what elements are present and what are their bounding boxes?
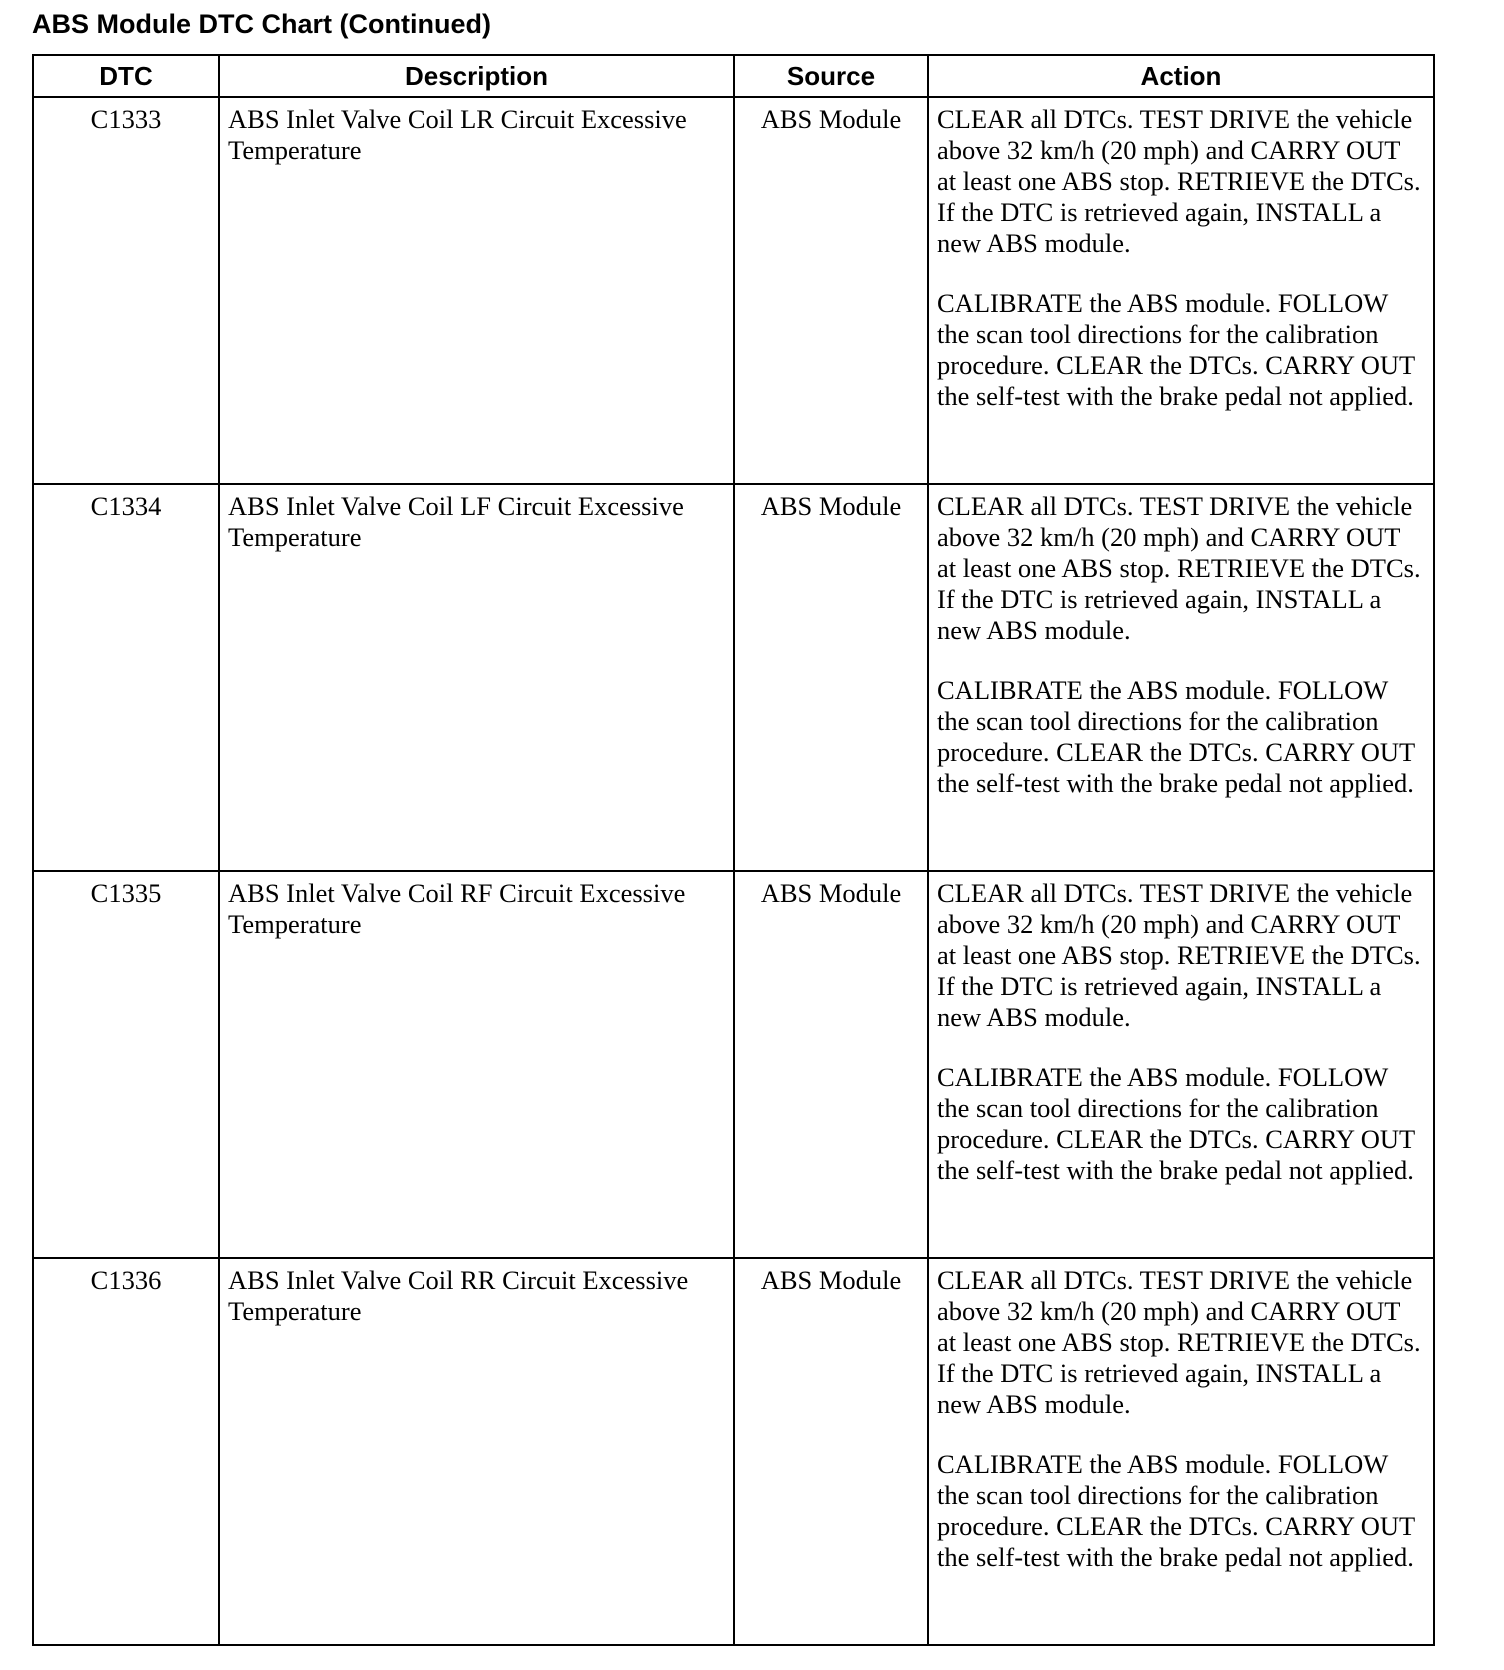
dtc-description: ABS Inlet Valve Coil LF Circuit Excessive Temperature: [219, 484, 734, 871]
header-source: Source: [734, 55, 928, 97]
dtc-source: ABS Module: [734, 484, 928, 871]
table-row: [33, 871, 1434, 1258]
dtc-action: [928, 871, 1434, 1258]
table-body: [33, 97, 1434, 1645]
dtc-source: ABS Module: [734, 97, 928, 484]
dtc-action: [928, 1258, 1434, 1645]
action-paragraph: CLEAR all DTCs. TEST DRIVE the vehicle above 32 km/h (20 mph) and CARRY OUT at least one ABS stop. RETRIEVE the DTCs. If the DTC is retrieved again, INSTALL a new ABS module.: [937, 491, 1421, 645]
header-description: Description: [219, 55, 734, 97]
dtc-description: ABS Inlet Valve Coil LR Circuit Excessive Temperature: [219, 97, 734, 484]
dtc-description: ABS Inlet Valve Coil RF Circuit Excessive Temperature: [219, 871, 734, 1258]
dtc-source: ABS Module: [734, 1258, 928, 1645]
dtc-code: C1336: [33, 1258, 219, 1645]
dtc-action: [928, 484, 1434, 871]
table-row: [33, 1258, 1434, 1645]
page-title: ABS Module DTC Chart (Continued): [32, 9, 491, 39]
dtc-source: ABS Module: [734, 871, 928, 1258]
action-paragraph: CALIBRATE the ABS module. FOLLOW the scan tool directions for the calibration procedure. CLEAR the DTCs. CARRY OUT the self-test with the brake pedal not applied.: [937, 288, 1415, 411]
action-paragraph: CLEAR all DTCs. TEST DRIVE the vehicle above 32 km/h (20 mph) and CARRY OUT at least one ABS stop. RETRIEVE the DTCs. If the DTC is retrieved again, INSTALL a new ABS module.: [937, 104, 1421, 258]
dtc-code: C1333: [33, 97, 219, 484]
action-paragraph: CLEAR all DTCs. TEST DRIVE the vehicle above 32 km/h (20 mph) and CARRY OUT at least one ABS stop. RETRIEVE the DTCs. If the DTC is retrieved again, INSTALL a new ABS module.: [937, 1265, 1421, 1419]
header-dtc: DTC: [33, 55, 219, 97]
dtc-description: ABS Inlet Valve Coil RR Circuit Excessive Temperature: [219, 1258, 734, 1645]
header-action: Action: [928, 55, 1434, 97]
header-row: [33, 55, 1434, 97]
dtc-action: [928, 97, 1434, 484]
dtc-code: C1335: [33, 871, 219, 1258]
table-header: [33, 55, 1434, 97]
table-row: [33, 97, 1434, 484]
action-paragraph: CLEAR all DTCs. TEST DRIVE the vehicle above 32 km/h (20 mph) and CARRY OUT at least one ABS stop. RETRIEVE the DTCs. If the DTC is retrieved again, INSTALL a new ABS module.: [937, 878, 1421, 1032]
action-paragraph: CALIBRATE the ABS module. FOLLOW the scan tool directions for the calibration procedure. CLEAR the DTCs. CARRY OUT the self-test with the brake pedal not applied.: [937, 1062, 1415, 1185]
table-row: [33, 484, 1434, 871]
dtc-table: [32, 54, 1435, 1646]
dtc-code: C1334: [33, 484, 219, 871]
action-paragraph: CALIBRATE the ABS module. FOLLOW the scan tool directions for the calibration procedure. CLEAR the DTCs. CARRY OUT the self-test with the brake pedal not applied.: [937, 1449, 1415, 1572]
action-paragraph: CALIBRATE the ABS module. FOLLOW the scan tool directions for the calibration procedure. CLEAR the DTCs. CARRY OUT the self-test with the brake pedal not applied.: [937, 675, 1415, 798]
